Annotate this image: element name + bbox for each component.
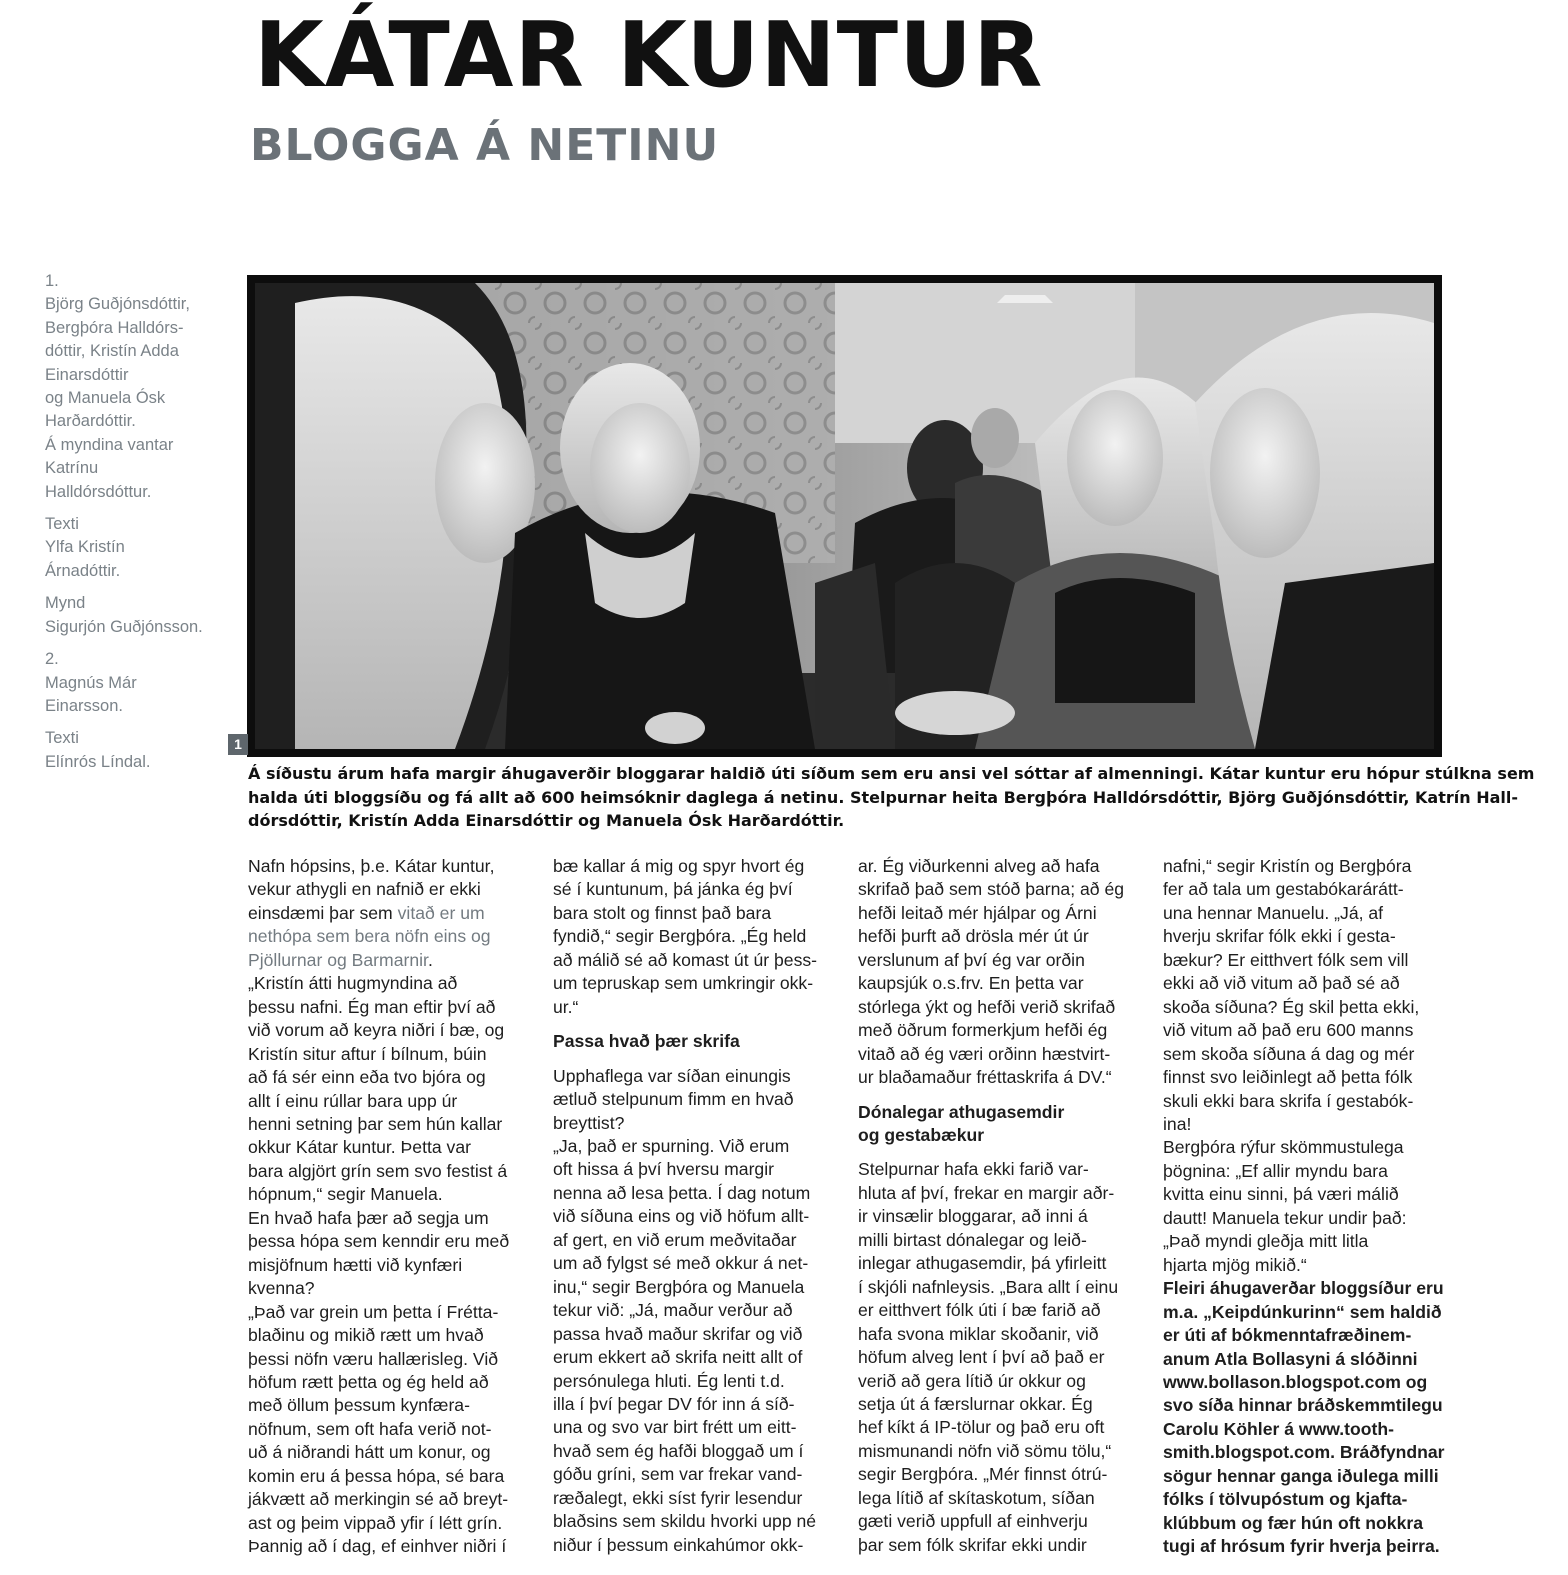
- credit-line: Björg Guðjónsdóttir,: [45, 295, 190, 314]
- text-line: með öllum þessum kynfæra-: [248, 1395, 470, 1416]
- text-line: í skjóli nafnleysis. „Bara allt í einu: [858, 1276, 1119, 1297]
- col1-lines-a: [248, 855, 548, 902]
- text-line: ar. Ég viðurkenni alveg að hafa: [858, 856, 1100, 876]
- text-line: tugi af hrósum fyrir hverja þeirra.: [1163, 1536, 1440, 1557]
- text-line: hvað sem ég hafði bloggað um í: [553, 1440, 804, 1461]
- text-line: hafa svona miklar skoðanir, við: [858, 1323, 1099, 1344]
- text-line: Fleiri áhugaverðar bloggsíður eru: [1163, 1278, 1444, 1299]
- text-line: við vitum að það eru 600 manns: [1163, 1020, 1414, 1041]
- text-line: misjöfnum hætti við kynfæri: [248, 1254, 463, 1275]
- lead-paragraph: [248, 762, 1535, 833]
- credit-line: Magnús Már: [45, 673, 137, 692]
- text-line: þessu nafni. Ég man eftir því að: [248, 996, 496, 1017]
- col4-bold-lines: [1163, 1277, 1463, 1558]
- text-line: stórlega ýkt og hefði verið skrifað: [858, 996, 1116, 1017]
- text-line: hjarta mjög mikið.“: [1163, 1254, 1307, 1275]
- section-heading: og gestabækur: [858, 1124, 985, 1145]
- article-title: KÁTAR KUNTUR: [254, 3, 1044, 108]
- text-line: þögnina: „Ef allir myndu bara: [1163, 1160, 1388, 1181]
- col2-lines-b: [553, 1065, 853, 1558]
- credit-line: Halldórsdóttur.: [45, 482, 152, 501]
- text-line: við vorum að keyra niðri í bæ, og: [248, 1020, 505, 1041]
- text-line: erum ekkert að skrifa neitt allt of: [553, 1347, 803, 1368]
- text-line: skuli ekki bara skrifa í gestabók-: [1163, 1090, 1414, 1111]
- text-line: blaðsins sem skildu hvorki upp né: [553, 1511, 817, 1532]
- text-line: ræðalegt, ekki síst fyrir lesendur: [553, 1487, 803, 1508]
- text-line: dautt! Manuela tekur undir það:: [1163, 1207, 1407, 1228]
- col1-line-3: [248, 902, 548, 925]
- text-line: kvenna?: [248, 1278, 315, 1299]
- text-line: bækur? Er eitthvert fólk sem vill: [1163, 949, 1409, 970]
- text-line: ir vinsælir bloggarar, að inni á: [858, 1206, 1088, 1227]
- credit-block-caption: [45, 270, 235, 504]
- text-line: persónulega hluti. Ég lenti t.d.: [553, 1370, 785, 1391]
- spacer: [553, 1019, 853, 1030]
- text-line: fólks í tölvupóstum og kjafta-: [1163, 1489, 1408, 1510]
- col1-lines-b: [248, 972, 548, 1558]
- text-fragment: einsdæmi þar sem: [248, 902, 398, 923]
- text-line: nafni,“ segir Kristín og Bergþóra: [1163, 856, 1412, 876]
- highlight-text: vitað er um: [397, 902, 485, 923]
- text-line: bæ kallar á mig og spyr hvort ég: [553, 856, 805, 876]
- text-line: um tepruskap sem umkringir okk-: [553, 973, 814, 994]
- text-line: er úti af bókmenntafræðinem-: [1163, 1325, 1412, 1346]
- text-line: hópnum,“ segir Manuela.: [248, 1184, 443, 1205]
- text-line: finnst svo leiðinlegt að þetta fólk: [1163, 1067, 1413, 1088]
- text-line: ur blaðamaður fréttaskrifa á DV.“: [858, 1067, 1112, 1088]
- col2-lines-a: [553, 855, 853, 1019]
- col3-lines-a: [858, 855, 1158, 1090]
- body-column-1: [248, 855, 548, 1559]
- text-line: jákvætt að merkingin sé að breyt-: [248, 1489, 509, 1510]
- credit-line: Sigurjón Guðjónsson.: [45, 617, 203, 636]
- section-heading: Passa hvað þær skrifa: [553, 1031, 740, 1052]
- spacer: [858, 1147, 1158, 1158]
- text-line: En hvað hafa þær að segja um: [248, 1207, 489, 1228]
- text-line: inlegar athugasemdir, þá yfirleitt: [858, 1253, 1107, 1274]
- text-line: vekur athygli en nafnið er ekki: [248, 879, 481, 900]
- text-line: ast og þeim vippað yfir í létt grín.: [248, 1512, 503, 1533]
- text-line: hluta af því, frekar en margir aðr-: [858, 1182, 1115, 1203]
- text-line: niður í þessum einkahúmor okk-: [553, 1534, 804, 1555]
- text-line: ætluð stelpunum fimm en hvað: [553, 1089, 794, 1110]
- credit-line: Árnadóttir.: [45, 561, 121, 580]
- credit-line: Texti: [45, 729, 79, 748]
- credit-line: Texti: [45, 515, 79, 534]
- text-line: verið að gera lítið úr okkur og: [858, 1370, 1086, 1391]
- text-line: una og svo var birt frétt um eitt-: [553, 1417, 797, 1438]
- text-line: inu,“ segir Bergþóra og Manuela: [553, 1276, 805, 1297]
- text-line: henni setning þar sem hún kallar: [248, 1113, 503, 1134]
- text-line: Upphaflega var síðan einungis: [553, 1065, 791, 1086]
- text-line: Kristín situr aftur í bílnum, búin: [248, 1043, 487, 1064]
- text-line: setja út á færslurnar okkar. Ég: [858, 1393, 1093, 1414]
- text-line: passa hvað maður skrifar og við: [553, 1323, 803, 1344]
- group-photo: [255, 283, 1434, 749]
- text-line: um að fylgst sé með okkur á net-: [553, 1253, 809, 1274]
- text-line: smith.blogspot.com. Bráðfyndnar: [1163, 1442, 1445, 1463]
- text-line: „Ja, það er spurning. Við erum: [553, 1135, 790, 1156]
- text-line: blaðinu og mikið rætt um hvað: [248, 1325, 484, 1346]
- highlight-line: nethópa sem bera nöfn eins og: [248, 926, 491, 947]
- highlight-text: Pjöllurnar og Barmarnir: [248, 949, 428, 970]
- text-line: lega lítið af skítaskotum, síðan: [858, 1487, 1095, 1508]
- text-line: góðu gríni, sem var frekar vand-: [553, 1464, 803, 1485]
- text-line: Carolu Köhler á www.tooth-: [1163, 1418, 1394, 1439]
- text-line: sé í kuntunum, þá jánka ég því: [553, 879, 793, 900]
- text-line: ur.“: [553, 996, 579, 1017]
- text-line: fyndið,“ segir Bergþóra. „Ég held: [553, 926, 807, 947]
- lead-line: Á síðustu árum hafa margir áhugaverðir bloggarar haldið úti síðum sem eru ansi vel sóttar af almenningi. Kátar kuntur eru hópur stúlkna sem: [248, 764, 1535, 783]
- spacer: [553, 1054, 853, 1065]
- text-line: skrifað það sem stóð þarna; að ég: [858, 879, 1125, 900]
- col1-line-5: [248, 949, 548, 972]
- credit-line: Einarsson.: [45, 696, 123, 715]
- article-subtitle: BLOGGA Á NETINU: [250, 120, 720, 171]
- text-line: nöfnum, sem oft hafa verið not-: [248, 1418, 492, 1439]
- text-line: Stelpurnar hafa ekki farið var-: [858, 1159, 1089, 1180]
- text-line: vitað að ég væri orðinn hæstvirt-: [858, 1043, 1111, 1064]
- section-heading: Dónalegar athugasemdir: [858, 1101, 1065, 1122]
- text-line: að fá sér einn eða tvo bjóra og: [248, 1067, 486, 1088]
- text-line: sögur hennar ganga iðulega milli: [1163, 1465, 1439, 1486]
- text-line: m.a. „Keipdúnkurinn“ sem haldið: [1163, 1301, 1442, 1322]
- text-line: svo síða hinnar bráðskemmtilegu: [1163, 1395, 1443, 1416]
- text-line: „Það myndi gleðja mitt litla: [1163, 1231, 1369, 1252]
- photo-credits: [45, 270, 235, 783]
- photo-number-badge: 1: [228, 734, 248, 755]
- text-line: www.bollason.blogspot.com og: [1163, 1371, 1428, 1392]
- credit-line: Einarsdóttir: [45, 365, 129, 384]
- body-column-4: [1163, 855, 1463, 1559]
- text-line: bara algjört grín sem svo festist á: [248, 1160, 508, 1181]
- text-line: þessa hópa sem kenndir eru með: [248, 1231, 510, 1252]
- text-line: höfum rætt þetta og ég held að: [248, 1371, 489, 1392]
- text-line: okkur Kátar kuntur. Þetta var: [248, 1137, 471, 1158]
- credit-block-second-text: [45, 727, 235, 774]
- text-line: Bergþóra rýfur skömmustulega: [1163, 1137, 1404, 1158]
- text-line: fer að tala um gestabókarárátt-: [1163, 879, 1404, 900]
- credit-line: dóttir, Kristín Adda: [45, 342, 179, 361]
- spacer: [858, 1090, 1158, 1101]
- text-line: uð á niðrandi hátt um konur, og: [248, 1442, 491, 1463]
- text-line: illa í því þegar DV fór inn á síð-: [553, 1393, 795, 1414]
- text-line: gæti verið uppfull af einhverju: [858, 1511, 1088, 1532]
- body-column-3: [858, 855, 1158, 1557]
- credit-line: Harðardóttir.: [45, 412, 136, 431]
- lead-line: dórsdóttir, Kristín Adda Einarsdóttir og Manuela Ósk Harðardóttir.: [248, 811, 845, 830]
- text-line: kvitta einu sinni, þá væri málið: [1163, 1184, 1399, 1205]
- credit-line: 2.: [45, 650, 59, 669]
- credit-line: Elínrós Líndal.: [45, 752, 151, 771]
- text-line: oft hissa á því hversu margir: [553, 1159, 774, 1180]
- text-line: Þannig að í dag, ef einhver niðri í: [248, 1536, 507, 1557]
- credit-line: Mynd: [45, 594, 86, 613]
- text-line: höfum alveg lent í því að það er: [858, 1347, 1105, 1368]
- photo-frame: [247, 275, 1442, 757]
- text-line: við síðuna eins og við höfum allt-: [553, 1206, 810, 1227]
- credit-line: Bergþóra Halldórs-: [45, 318, 184, 337]
- text-fragment: .: [427, 949, 433, 970]
- text-line: „Það var grein um þetta í Frétta-: [248, 1301, 499, 1322]
- text-line: ekki að við vitum að það sé að: [1163, 973, 1400, 994]
- text-line: verslunum af því ég var orðin: [858, 949, 1085, 970]
- text-line: anum Atla Bollasyni á slóðinni: [1163, 1348, 1418, 1369]
- text-line: nenna að lesa þetta. Í dag notum: [553, 1182, 811, 1203]
- text-line: hefði leitað mér hjálpar og Árni: [858, 902, 1097, 923]
- credit-line: Katrínu: [45, 459, 99, 478]
- text-line: hefði þurft að drösla mér út úr: [858, 926, 1089, 947]
- col4-lines-a: [1163, 855, 1463, 1277]
- text-line: milli birtast dónalegar og leið-: [858, 1229, 1087, 1250]
- text-line: sem skoða síðuna á dag og mér: [1163, 1043, 1415, 1064]
- text-line: skoða síðuna? Ég skil þetta ekki,: [1163, 996, 1420, 1017]
- col3-lines-b: [858, 1158, 1158, 1557]
- text-line: kaupsjúk o.s.frv. En þetta var: [858, 973, 1084, 994]
- text-line: tekur við: „Já, maður verður að: [553, 1300, 793, 1321]
- text-line: segir Bergþóra. „Mér finnst ótrú-: [858, 1464, 1108, 1485]
- credit-line: Á myndina vantar: [45, 435, 174, 454]
- text-line: allt í einu rúllar bara upp úr: [248, 1090, 458, 1111]
- text-line: er eitthvert fólk úti í bæ farið að: [858, 1300, 1101, 1321]
- text-line: þessi nöfn væru hallærisleg. Við: [248, 1348, 499, 1369]
- text-line: Nafn hópsins, þ.e. Kátar kuntur,: [248, 856, 495, 876]
- text-line: hverju skrifar fólk ekki í gesta-: [1163, 926, 1396, 947]
- text-line: ina!: [1163, 1113, 1192, 1134]
- text-line: þar sem fólk skrifar ekki undir: [858, 1534, 1087, 1555]
- text-line: una hennar Manuelu. „Já, af: [1163, 902, 1384, 923]
- credit-line: Ylfa Kristín: [45, 538, 125, 557]
- lead-line: halda úti bloggsíðu og fá allt að 600 heimsóknir daglega á netinu. Stelpurnar heita Bergþóra Halldórsdóttir, Björg Guðjónsdóttir, Katrín Hall-: [248, 787, 1518, 807]
- credit-block-second: [45, 648, 235, 718]
- text-line: bara stolt og finnst það bara: [553, 902, 772, 923]
- text-line: með öðrum formerkjum hefði ég: [858, 1020, 1108, 1041]
- text-line: komin eru á þessa hópa, sé bara: [248, 1465, 505, 1486]
- credit-block-photographer: [45, 592, 235, 639]
- text-line: hef kíkt á IP-tölur og það eru oft: [858, 1417, 1105, 1438]
- text-line: mismunandi nöfn við sömu tölu,“: [858, 1440, 1112, 1461]
- body-column-2: [553, 855, 853, 1557]
- credit-line: 1.: [45, 272, 59, 290]
- credit-line: og Manuela Ósk: [45, 389, 166, 408]
- credit-block-text-author: [45, 513, 235, 583]
- text-line: „Kristín átti hugmyndina að: [248, 973, 458, 994]
- text-line: breyttist?: [553, 1112, 625, 1133]
- text-line: af gert, en við erum meðvitaðar: [553, 1229, 797, 1250]
- text-line: klúbbum og fær hún oft nokkra: [1163, 1512, 1423, 1533]
- text-line: að málið sé að komast út úr þess-: [553, 949, 818, 970]
